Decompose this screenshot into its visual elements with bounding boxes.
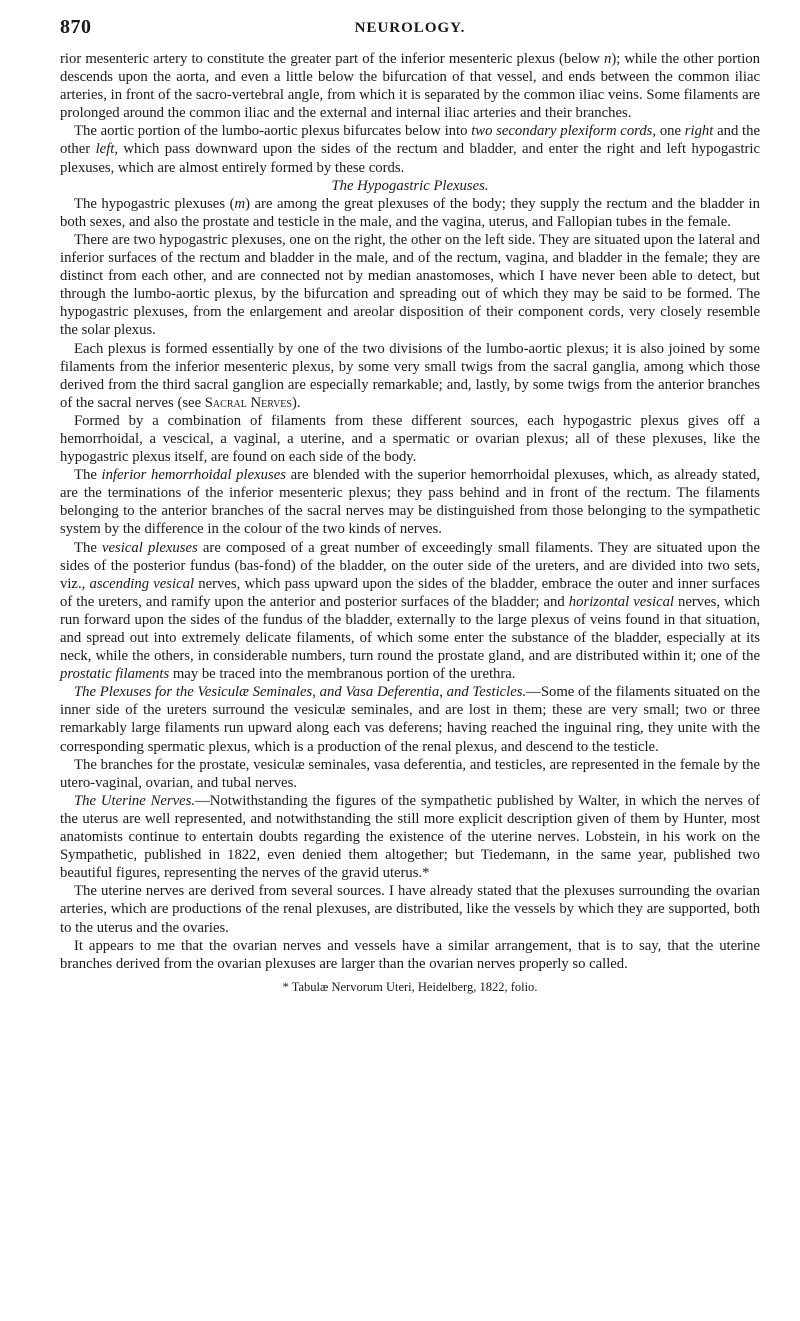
- paragraph: The hypogastric plexuses (m) are among the great plexuses of the body; they supply the rectum and the bladder in both sexes, and also the prostate and testicle in the male, and the vagina, uterus, and Fallopian tubes in the female.: [60, 195, 760, 230]
- page-header: [60, 0, 760, 46]
- body-text: [60, 50, 760, 973]
- paragraph: The Uterine Nerves.—Notwithstanding the figures of the sympathetic published by Walter, in which the nerves of the uterus are well represented, and notwithstanding the still more explicit description given of them by Hunter, most anatomists continue to entertain doubts regarding the existence of the uterine nerves. Lobstein, in his work on the Sympathetic, published in 1822, even denied them altogether; but Tiedemann, in the same year, published two beautiful figures, representing the nerves of the gravid uterus.*: [60, 792, 760, 882]
- section-heading: The Hypogastric Plexuses.: [331, 177, 489, 194]
- paragraph: The branches for the prostate, vesiculæ seminales, vasa deferentia, and testicles, are represented in the female by the utero-vaginal, ovarian, and tubal nerves.: [60, 756, 760, 791]
- paragraph: Each plexus is formed essentially by one of the two divisions of the lumbo-aortic plexus; it is also joined by some filaments from the inferior mesenteric plexus, by some very small twigs from the sacral ganglia, among which those derived from the third sacral ganglion are especially remarkable; and, lastly, by some twigs from the anterior branches of the sacral nerves (see Sacral Nerves).: [60, 340, 760, 411]
- paragraph: The inferior hemorrhoidal plexuses are blended with the superior hemorrhoidal plexuses, which, as already stated, are the terminations of the inferior mesenteric plexus; they pass behind and in front of the rectum. The filaments belonging to the anterior branches of the sacral nerves may be distinguished from those belonging to the sympathetic system by the difference in the colour of the two kinds of nerves.: [60, 467, 760, 538]
- paragraph: rior mesenteric artery to constitute the greater part of the inferior mesenteric plexus (below n); while the other portion descends upon the aorta, and even a little below the bifurcation of that vessel, and ends between the common iliac arteries, in front of the sacro-vertebral angle, from which it is separated by the common iliac veins. Some filaments are prolonged around the common iliac and the external and internal iliac arteries and their branches.: [60, 51, 760, 122]
- paragraph: The aortic portion of the lumbo-aortic plexus bifurcates below into two secondary plexiform cords, one right and the other left, which pass downward upon the sides of the rectum and bladder, and enter the right and left hypogastric plexuses, which are almost entirely formed by these cords.: [60, 123, 761, 176]
- paragraph: The vesical plexuses are composed of a great number of exceedingly small filaments. They are situated upon the sides of the posterior fundus (bas-fond) of the bladder, on the outer side of the ureters, and are divided into two sets, viz., ascending vesical nerves, which pass upward upon the sides of the bladder, embrace the outer and inner surfaces of the ureters, and ramify upon the anterior and posterior surfaces of the bladder; and horizontal vesical nerves, which run forward upon the sides of the fundus of the bladder, externally to the large plexus of veins found in that situation, and spread out into extremely delicate filaments, of which some enter the substance of the bladder, especially at its neck, while the others, in considerable numbers, turn round the prostate gland, and are distributed within it; one of the prostatic filaments may be traced into the membranous portion of the urethra.: [60, 539, 760, 683]
- paragraph: The uterine nerves are derived from several sources. I have already stated that the plexuses surrounding the ovarian arteries, which are productions of the renal plexuses, are distributed, like the vessels by which they are supported, both to the uterus and the ovaries.: [60, 883, 760, 936]
- page-number: 870: [60, 16, 92, 38]
- running-head: NEUROLOGY.: [354, 20, 466, 36]
- paragraph: There are two hypogastric plexuses, one on the right, the other on the left side. They are situated upon the lateral and inferior surfaces of the rectum and bladder in the male, and of the rectum, vagina, and bladder in the female; they are distinct from each other, and are connected not by median anastomoses, which I have never been able to detect, but through the lumbo-aortic plexus, by the bifurcation and spreading out of which they may be said to be formed. The hypogastric plexuses, from the enlargement and areolar disposition of their component cords, very closely resemble the solar plexus.: [60, 231, 760, 339]
- footnote: * Tabulæ Nervorum Uteri, Heidelberg, 1822, folio.: [282, 979, 538, 994]
- paragraph: It appears to me that the ovarian nerves and vessels have a similar arrangement, that is to say, that the uterine branches derived from the ovarian plexuses are larger than the ovarian nerves properly so called.: [60, 937, 760, 972]
- paragraph: The Plexuses for the Vesiculæ Seminales, and Vasa Deferentia, and Testicles.—Some of the filaments situated on the inner side of the ureters surround the vesiculæ seminales, and are lost in them; these are very small; two or three remarkably large filaments run upward along each vas deferens; having reached the inguinal ring, they unite with the corresponding spermatic plexus, which is a production of the renal plexus, and descend to the testicle.: [60, 684, 760, 755]
- paragraph: Formed by a combination of filaments from these different sources, each hypogastric plexus gives off a hemorrhoidal, a vescical, a vaginal, a uterine, and a spermatic or ovarian plexus; all of these plexuses, like the hypogastric plexus itself, are found on each side of the body.: [60, 412, 760, 466]
